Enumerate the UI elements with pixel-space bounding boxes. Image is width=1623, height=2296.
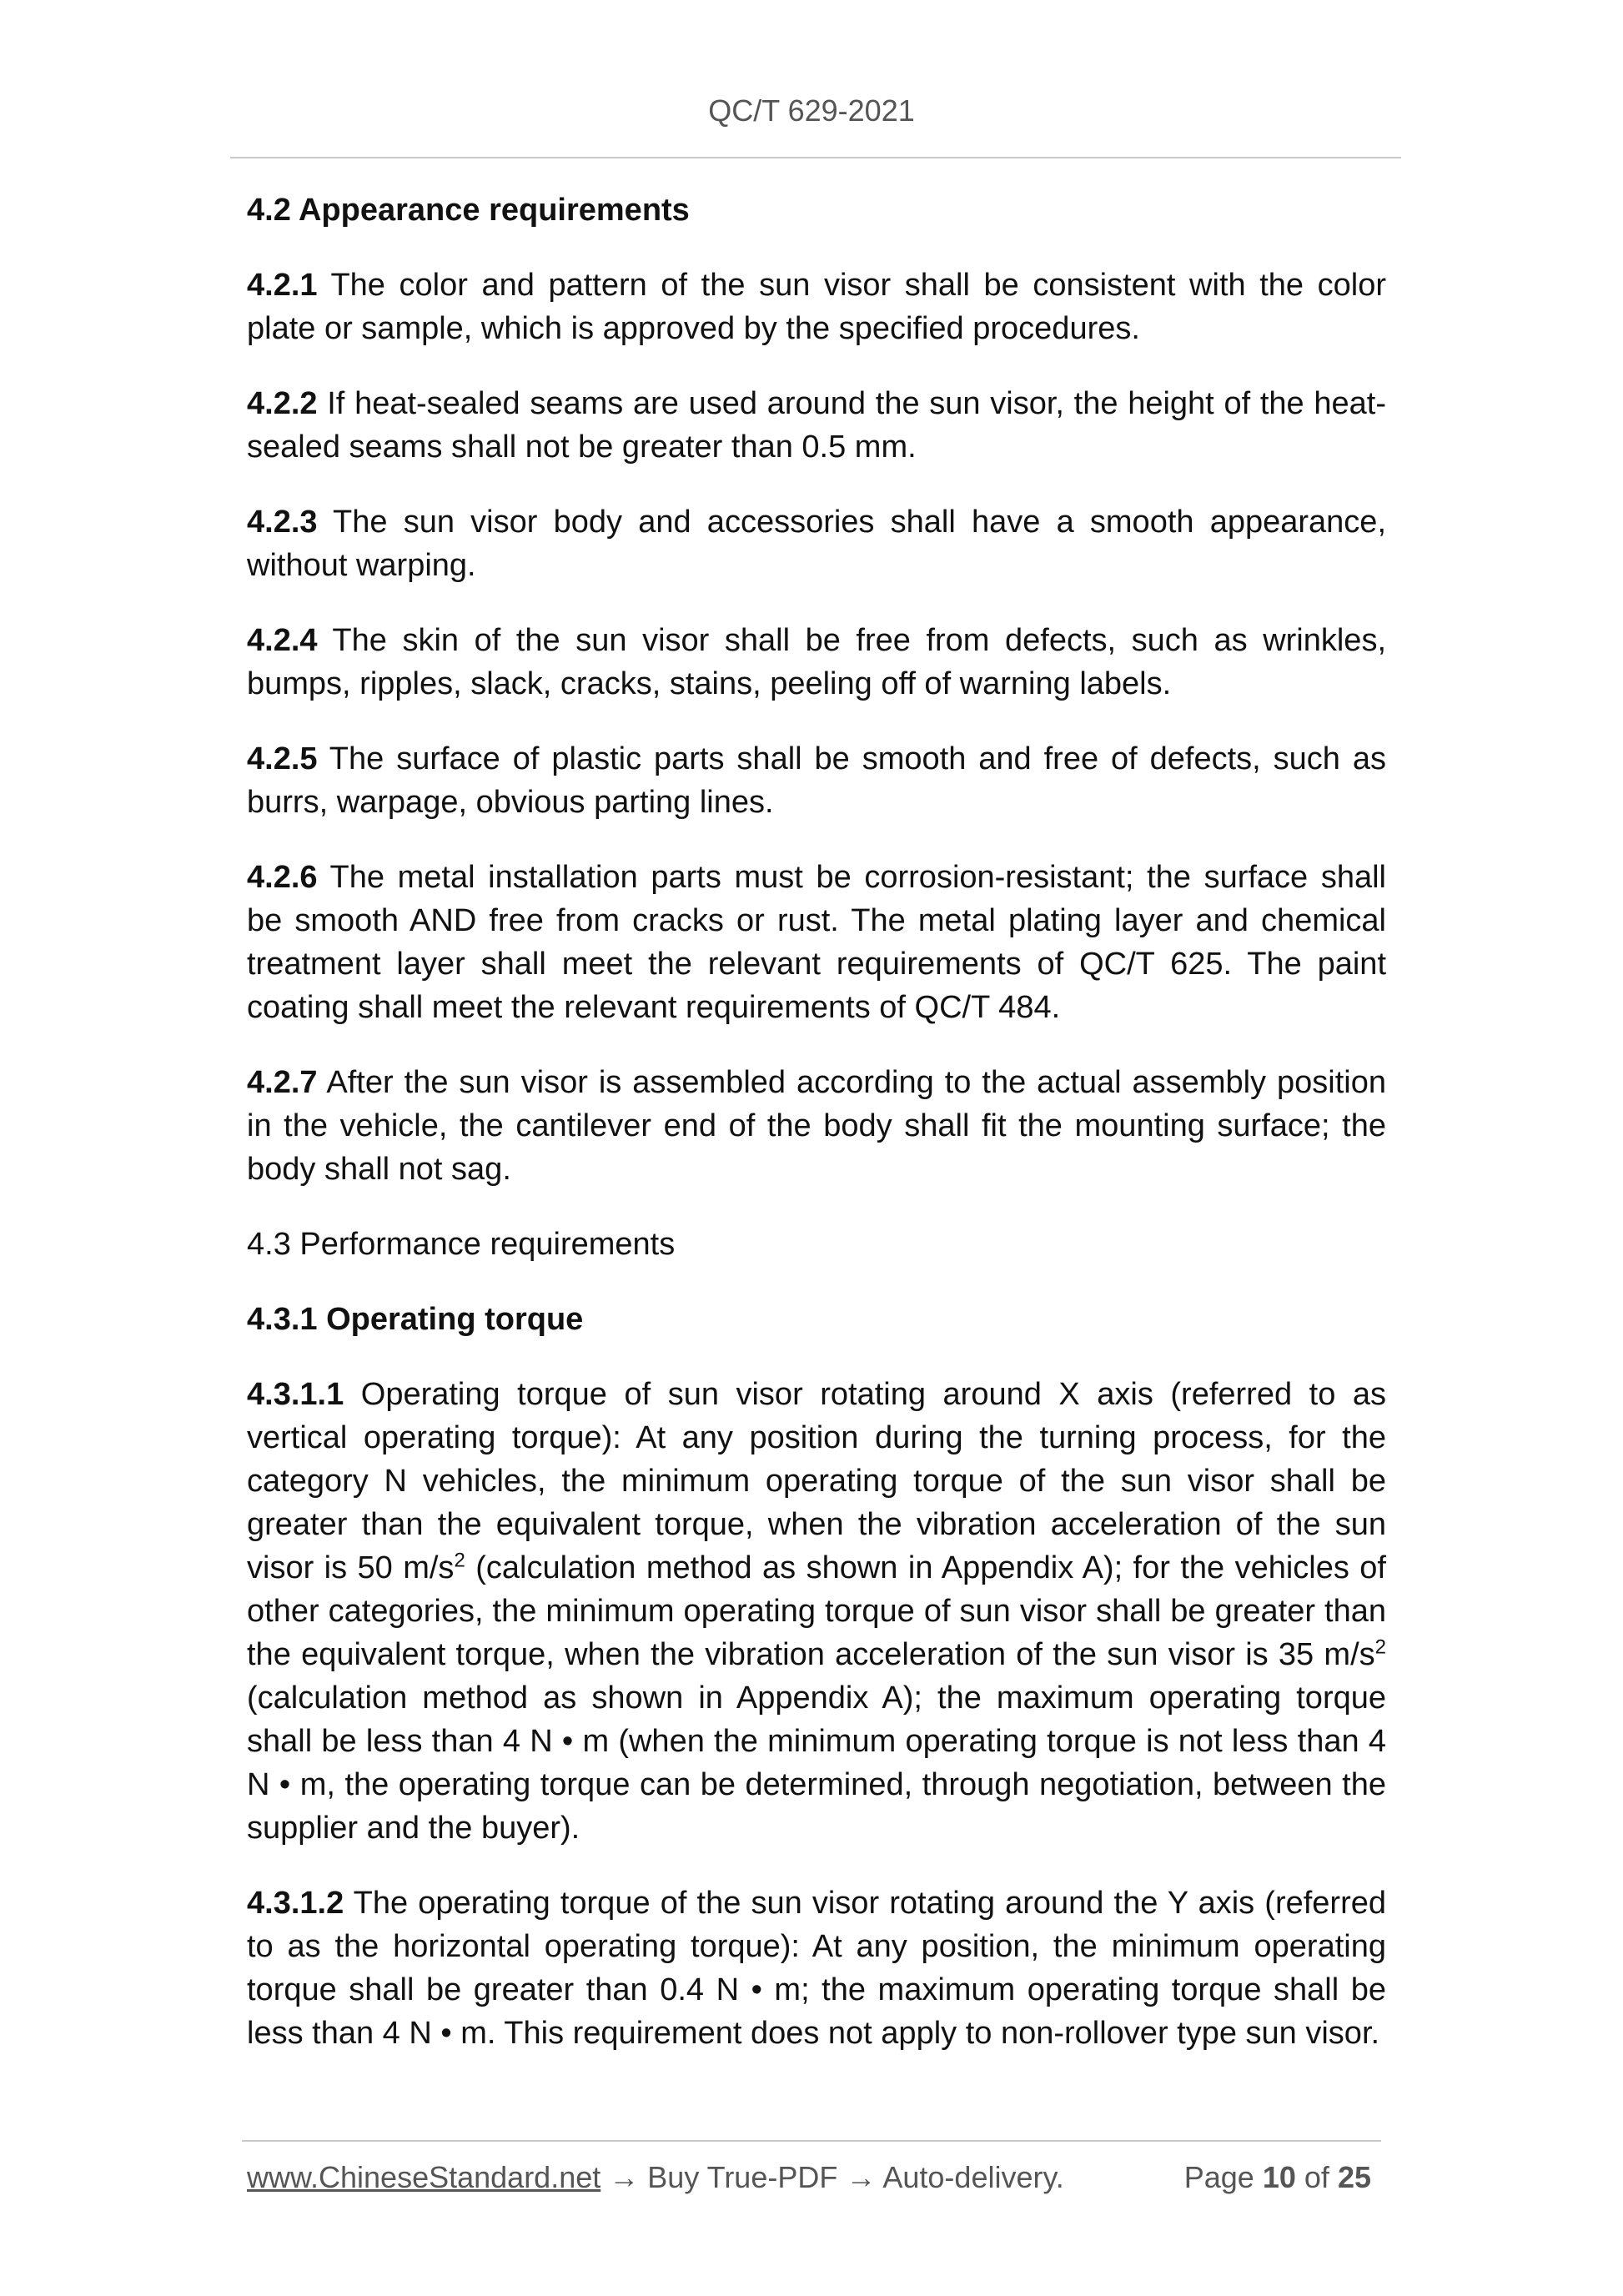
clause-4-2-6 xyxy=(247,856,1386,1029)
page-number: 10 xyxy=(1262,2160,1296,2194)
page-label: Page xyxy=(1183,2160,1254,2194)
doc-id: QC/T 629-2021 xyxy=(708,93,915,128)
clause-number: 4.2.1 xyxy=(247,268,318,303)
clause-text: The skin of the sun visor shall be free from defects, such as wrinkles, bumps, ripples, slack, cracks, stains, peeling off of warning labels. xyxy=(247,623,1386,701)
clause-number: 4.2.4 xyxy=(247,623,318,658)
clause-text: The color and pattern of the sun visor shall be consistent with the color plate or sample, which is approved by the specified procedures. xyxy=(247,268,1387,346)
page-total: 25 xyxy=(1337,2160,1371,2194)
superscript: 2 xyxy=(1374,1635,1386,1659)
arrow-right-icon: → xyxy=(609,2160,640,2194)
website-link[interactable]: www.ChineseStandard.net xyxy=(247,2160,601,2194)
header-divider xyxy=(230,157,1401,158)
clause-text: The operating torque of the sun visor rotating around the Y axis (referred to as the horizontal operating torque): At any position, the minimum operating torque shall be greater than 0.4 N • m; the maximum operating torque shall be less than 4 N • m. This requirement does not apply to non-rollover type sun visor. xyxy=(247,1886,1386,2051)
footer-divider xyxy=(242,2140,1381,2142)
clause-number: 4.3.1.2 xyxy=(247,1886,344,1921)
buy-text: Buy True-PDF xyxy=(647,2160,838,2194)
clause-number: 4.2.7 xyxy=(247,1065,318,1100)
clause-text: The sun visor body and accessories shall have a smooth appearance, without warping. xyxy=(247,505,1386,583)
clause-4-3-1-1 xyxy=(247,1373,1386,1850)
document-body xyxy=(247,188,1386,2087)
arrow-right-icon: → xyxy=(846,2160,877,2194)
clause-4-2-1 xyxy=(247,264,1386,350)
clause-text: The metal installation parts must be corrosion-resistant; the surface shall be smooth AND free from cracks or rust. The metal plating layer and chemical treatment layer shall meet the relevant requirements of QC/T 625. The paint coating shall meet the relevant requirements of QC/T 484. xyxy=(247,860,1386,1025)
delivery-text: Auto-delivery. xyxy=(882,2160,1064,2194)
section-heading-4-3: 4.3 Performance requirements xyxy=(247,1227,676,1262)
superscript: 2 xyxy=(454,1549,465,1572)
clause-text-part: (calculation method as shown in Appendix A); the maximum operating torque shall be less than 4 N • m (when the minimum operating torque is not less than 4 N • m, the operating torque can be determined, through negotiation, between the supplier and the buyer). xyxy=(247,1681,1386,1846)
clause-4-2-4 xyxy=(247,619,1386,706)
clause-text-part: (calculation method as shown in Appendix A); for the vehicles of other categories, the minimum operating torque of sun visor shall be greater than the equivalent torque, when the vibration acceleration of the sun visor is 35 m/s xyxy=(247,1550,1386,1672)
page-indicator xyxy=(1184,2160,1371,2195)
clause-number: 4.2.5 xyxy=(247,741,318,776)
clause-number: 4.2.2 xyxy=(247,386,318,421)
section-heading-4-2: 4.2 Appearance requirements xyxy=(247,193,690,228)
clause-4-2-7 xyxy=(247,1061,1386,1191)
section-heading-4-3-1: 4.3.1 Operating torque xyxy=(247,1302,584,1337)
clause-4-3-1-2 xyxy=(247,1882,1386,2055)
clause-4-2-2 xyxy=(247,382,1386,469)
clause-text: After the sun visor is assembled according to the actual assembly position in the vehicle, the cantilever end of the body shall fit the mounting surface; the body shall not sag. xyxy=(247,1065,1386,1187)
clause-text-part: Operating torque of sun visor rotating around X axis (referred to as vertical operating torque): At any position during the turning process, for the category N vehicles, the minimum operating torque of the sun visor shall be greater than the equivalent torque, when the vibration acceleration of the sun visor is 50 m/s xyxy=(247,1377,1387,1585)
document-header xyxy=(0,93,1623,128)
clause-text: If heat-sealed seams are used around the sun visor, the height of the heat-sealed seams shall not be greater than 0.5 mm. xyxy=(247,386,1386,465)
of-label: of xyxy=(1304,2160,1329,2194)
clause-4-2-3 xyxy=(247,500,1386,587)
footer-promo xyxy=(247,2160,1064,2195)
clause-number: 4.2.3 xyxy=(247,505,318,540)
clause-number: 4.3.1.1 xyxy=(247,1377,344,1412)
clause-4-2-5 xyxy=(247,737,1386,824)
clause-number: 4.2.6 xyxy=(247,860,318,895)
clause-text: The surface of plastic parts shall be smooth and free of defects, such as burrs, warpage, obvious parting lines. xyxy=(247,741,1386,820)
